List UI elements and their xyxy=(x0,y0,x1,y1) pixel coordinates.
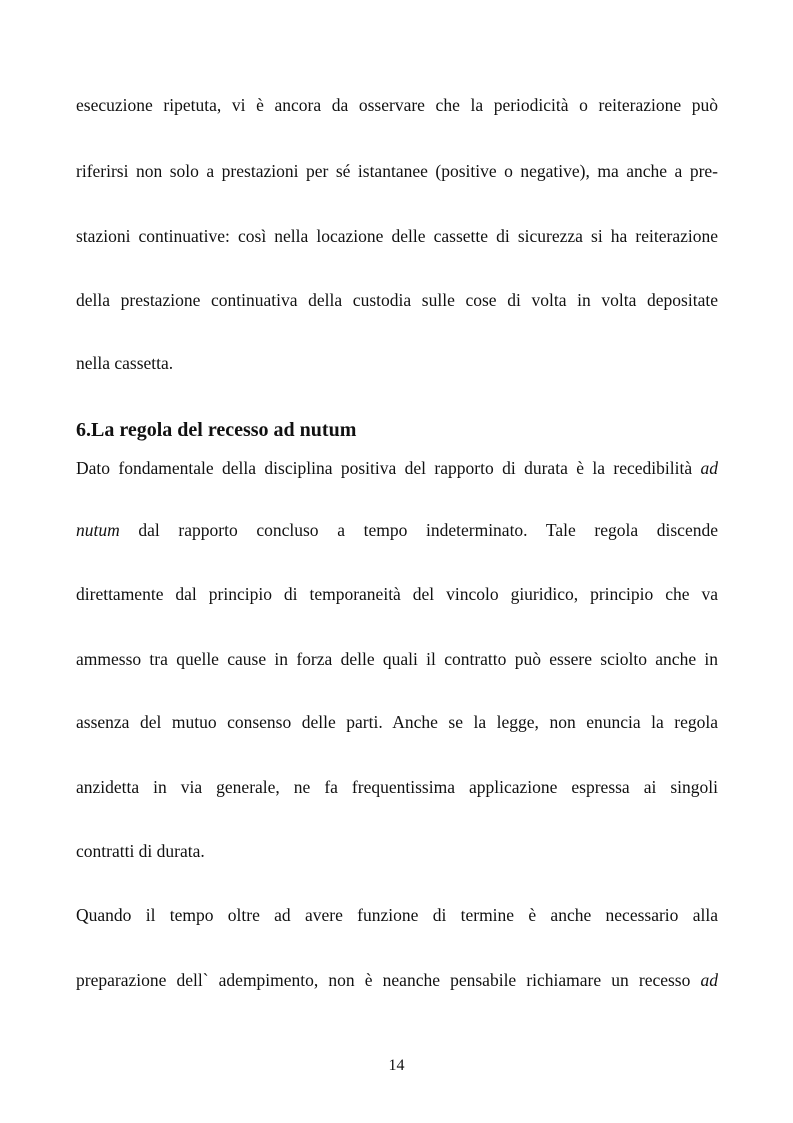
paragraph-2-line-5: assenza del mutuo consenso delle parti. Anche se la legge, non enuncia la regola xyxy=(76,712,718,732)
paragraph-2-line-2-italic: nutum xyxy=(76,520,120,540)
paragraph-2-line-2 xyxy=(76,519,718,541)
paragraph-1-line-4: della prestazione continuativa della custodia sulle cose di volta in volta depositate xyxy=(76,290,718,310)
paragraph-2-line-7: contratti di durata. xyxy=(76,841,205,861)
paragraph-1-line-3: stazioni continuative: così nella locazione delle cassette di sicurezza si ha reiterazione xyxy=(76,226,718,246)
paragraph-2-line-1-text: Dato fondamentale della disciplina positiva del rapporto di durata è la recedibilità xyxy=(76,458,701,478)
paragraph-1-line-1: esecuzione ripetuta, vi è ancora da osservare che la periodicità o reiterazione può xyxy=(76,95,718,115)
paragraph-2-line-2-text: dal rapporto concluso a tempo indeterminato. Tale regola discende xyxy=(119,520,718,540)
paragraph-1-line-5: nella cassetta. xyxy=(76,353,174,373)
paragraph-3-line-2 xyxy=(76,969,718,991)
page-number: 14 xyxy=(388,1057,405,1074)
paragraph-3-line-1: Quando il tempo oltre ad avere funzione di termine è anche necessario alla xyxy=(76,905,718,925)
paragraph-2-line-4: ammesso tra quelle cause in forza delle quali il contratto può essere sciolto anche in xyxy=(76,649,718,669)
paragraph-2-line-3: direttamente dal principio di temporaneità del vincolo giuridico, principio che va xyxy=(76,584,718,604)
paragraph-2-line-1 xyxy=(76,457,718,479)
paragraph-2-line-1-italic: ad xyxy=(700,458,718,478)
paragraph-3-line-2-text: preparazione dell` adempimento, non è neanche pensabile richiamare un recesso xyxy=(76,970,701,990)
paragraph-1-line-2: riferirsi non solo a prestazioni per sé istantanee (positive o negative), ma anche a pre- xyxy=(76,161,718,181)
paragraph-2-line-6: anzidetta in via generale, ne fa frequentissima applicazione espressa ai singoli xyxy=(76,777,718,797)
paragraph-3-line-2-italic: ad xyxy=(700,970,718,990)
section-heading: 6.La regola del recesso ad nutum xyxy=(76,419,357,441)
